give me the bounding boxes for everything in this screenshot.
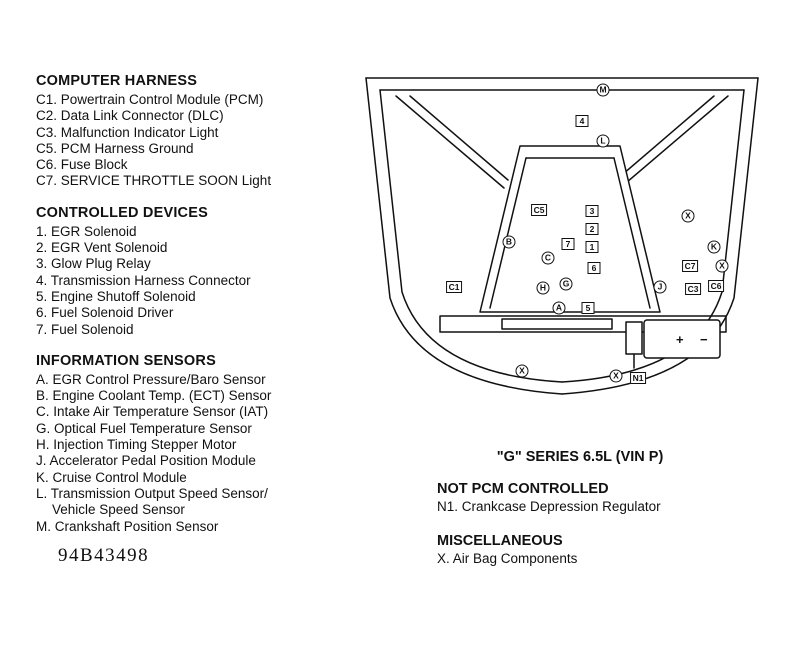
legend-item: C5. PCM Harness Ground bbox=[36, 140, 194, 156]
legend bbox=[36, 73, 348, 550]
legend-section bbox=[36, 205, 348, 338]
callout-1: 1 bbox=[586, 241, 599, 253]
legend-item: G. Optical Fuel Temperature Sensor bbox=[36, 420, 252, 436]
legend-item: Vehicle Speed Sensor bbox=[52, 502, 185, 518]
callout-k: K bbox=[708, 241, 721, 254]
legend-item: B. Engine Coolant Temp. (ECT) Sensor bbox=[36, 388, 272, 404]
diagram bbox=[352, 70, 772, 415]
legend-item: 2. EGR Vent Solenoid bbox=[36, 240, 168, 256]
battery-minus-label: − bbox=[700, 332, 708, 347]
legend-section-title: COMPUTER HARNESS bbox=[36, 73, 198, 89]
legend-item: K. Cruise Control Module bbox=[36, 469, 187, 485]
legend-item: 4. Transmission Harness Connector bbox=[36, 272, 251, 288]
legend-item: C1. Powertrain Control Module (PCM) bbox=[36, 92, 264, 107]
note-section bbox=[437, 533, 661, 568]
callout-c3: C3 bbox=[685, 283, 701, 295]
callout-m: M bbox=[597, 84, 610, 97]
legend-item: L. Transmission Output Speed Sensor/ bbox=[36, 485, 268, 501]
note-section bbox=[437, 481, 661, 516]
callout-j: J bbox=[654, 281, 667, 294]
callout-x: X bbox=[610, 370, 623, 383]
callout-2: 2 bbox=[586, 223, 599, 235]
legend-item: H. Injection Timing Stepper Motor bbox=[36, 437, 237, 453]
legend-item: C6. Fuse Block bbox=[36, 157, 128, 173]
legend-item: C7. SERVICE THROTTLE SOON Light bbox=[36, 173, 272, 189]
callout-c: C bbox=[542, 252, 555, 265]
callout-n1: N1 bbox=[630, 372, 646, 384]
legend-item: 1. EGR Solenoid bbox=[36, 223, 137, 239]
callout-c5: C5 bbox=[531, 204, 547, 216]
callout-h: H bbox=[537, 282, 550, 295]
legend-item: C. Intake Air Temperature Sensor (IAT) bbox=[36, 404, 269, 420]
legend-item: 3. Glow Plug Relay bbox=[36, 256, 151, 272]
callout-6: 6 bbox=[588, 262, 601, 274]
note-section-title: MISCELLANEOUS bbox=[437, 532, 563, 549]
callout-a: A bbox=[553, 302, 566, 315]
callout-g: G bbox=[560, 278, 573, 291]
callout-l: L bbox=[597, 135, 610, 148]
legend-item: A. EGR Control Pressure/Baro Sensor bbox=[36, 371, 266, 387]
legend-item: 6. Fuel Solenoid Driver bbox=[36, 305, 174, 321]
callout-x: X bbox=[682, 210, 695, 223]
diagram-caption: "G" SERIES 6.5L (VIN P) bbox=[496, 449, 664, 465]
legend-section-title: INFORMATION SENSORS bbox=[36, 352, 216, 369]
callout-x: X bbox=[516, 365, 529, 378]
callout-3: 3 bbox=[586, 205, 599, 217]
legend-item: M. Crankshaft Position Sensor bbox=[36, 518, 219, 534]
legend-item: C2. Data Link Connector (DLC) bbox=[36, 108, 224, 124]
callout-c7: C7 bbox=[682, 260, 698, 272]
note-item: N1. Crankcase Depression Regulator bbox=[437, 499, 661, 514]
callout-4: 4 bbox=[576, 115, 589, 127]
callout-layer bbox=[352, 70, 772, 415]
legend-section bbox=[36, 353, 348, 535]
callout-c1: C1 bbox=[446, 281, 462, 293]
figure-code: 94B43498 bbox=[58, 545, 150, 566]
callout-c6: C6 bbox=[708, 280, 724, 292]
callout-7: 7 bbox=[562, 238, 575, 250]
legend-section bbox=[36, 73, 348, 190]
legend-item: J. Accelerator Pedal Position Module bbox=[36, 453, 256, 469]
legend-item: C3. Malfunction Indicator Light bbox=[36, 124, 219, 140]
legend-section-title: CONTROLLED DEVICES bbox=[36, 204, 208, 221]
note-section-title: NOT PCM CONTROLLED bbox=[437, 481, 609, 497]
callout-x: X bbox=[716, 260, 729, 273]
callout-5: 5 bbox=[582, 302, 595, 314]
notes bbox=[437, 481, 661, 584]
battery-plus-label: + bbox=[676, 332, 684, 347]
note-item: X. Air Bag Components bbox=[437, 550, 578, 566]
callout-b: B bbox=[503, 236, 516, 249]
legend-item: 7. Fuel Solenoid bbox=[36, 321, 134, 337]
legend-item: 5. Engine Shutoff Solenoid bbox=[36, 288, 196, 304]
